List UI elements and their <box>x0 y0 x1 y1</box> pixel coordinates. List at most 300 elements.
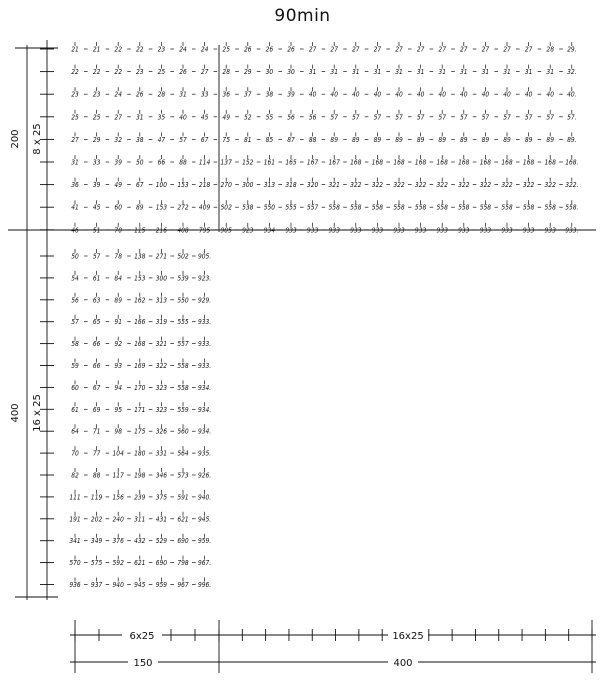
lower-cell-value: 59 <box>71 362 79 370</box>
upper-cell-value: 31 <box>71 158 79 167</box>
upper-cell-value: 39 <box>114 158 122 167</box>
lower-cell-value: 564 <box>177 449 189 458</box>
lower-cell-value: 935. <box>197 449 212 458</box>
upper-cell-value: 31 <box>416 68 425 77</box>
upper-cell-value: 933 <box>328 226 340 235</box>
upper-cell-value: 27 <box>114 113 122 122</box>
upper-cell-value: 905 <box>220 226 232 235</box>
upper-cell-value: 933 <box>285 226 297 235</box>
upper-cell-value: 313 <box>263 181 276 190</box>
upper-cell-value: 933 <box>371 226 384 235</box>
upper-cell-value: 89 <box>416 135 425 144</box>
upper-cell-value: 35 <box>157 113 166 122</box>
lower-cell-value: 375 <box>155 493 168 502</box>
upper-cell-value: 27 <box>200 68 209 77</box>
upper-cell-value: 40 <box>352 90 360 99</box>
upper-cell-value: 27 <box>71 135 79 144</box>
upper-cell-value: 934 <box>263 226 276 235</box>
upper-cell-value: 168 <box>371 158 384 167</box>
lower-cell-value: 170 <box>134 383 146 392</box>
lower-cell-value: 169 <box>134 362 146 370</box>
upper-cell-value: 56 <box>308 113 317 122</box>
lower-cell-value: 240 <box>112 515 124 524</box>
upper-cell-value: 933 <box>414 226 427 235</box>
left-lower-total-label: 400 <box>10 403 21 423</box>
upper-cell-value: 60 <box>114 203 122 212</box>
lower-cell-value: 539 <box>177 274 189 283</box>
upper-cell-value: 89 <box>481 135 490 144</box>
upper-cell-value: 40 <box>308 90 317 99</box>
upper-cell-value: 558 <box>371 203 384 212</box>
upper-cell-value: 168 <box>350 158 362 167</box>
lower-cell-value: 331 <box>155 449 168 458</box>
lower-cell-value: 111 <box>69 493 81 502</box>
upper-cell-value: 49 <box>114 181 122 190</box>
upper-cell-value: 322. <box>565 181 579 190</box>
upper-cell-value: 168 <box>501 158 513 167</box>
upper-cell-value: 38 <box>136 135 144 144</box>
lower-cell-value: 945 <box>134 581 146 589</box>
upper-cell-value: 57 <box>395 113 403 122</box>
upper-cell-value: 75 <box>222 135 230 144</box>
lower-cell-value: 621 <box>177 515 189 524</box>
upper-cell-value: 558 <box>501 203 513 212</box>
lower-cell-value: 929. <box>197 296 212 305</box>
lower-cell-value: 66 <box>92 340 101 349</box>
upper-cell-value: 32 <box>114 135 122 144</box>
lower-cell-value: 58 <box>71 340 79 349</box>
lower-cell-value: 321 <box>155 340 168 349</box>
upper-cell-value: 89 <box>438 135 446 144</box>
lower-cell-value: 82 <box>71 471 79 480</box>
upper-cell-value: 558 <box>350 203 362 212</box>
lower-cell-value: 432 <box>134 537 146 546</box>
upper-cell-value: 26 <box>265 45 274 54</box>
upper-cell-value: 36 <box>222 90 230 99</box>
upper-cell-value: 40 <box>416 90 425 99</box>
upper-cell-value: 933 <box>306 226 319 235</box>
upper-cell-value: 167 <box>306 158 319 167</box>
upper-cell-value: 409 <box>198 203 211 212</box>
upper-cell-value: 933 <box>479 226 492 235</box>
lower-cell-value: 936 <box>69 581 81 589</box>
lower-cell-value: 933. <box>197 318 212 327</box>
upper-cell-value: 89 <box>136 203 144 212</box>
lower-cell-value: 933. <box>197 362 212 370</box>
upper-cell-value: 27 <box>373 45 382 54</box>
upper-cell-value: 57 <box>460 113 468 122</box>
upper-cell-value: 550 <box>263 203 276 212</box>
upper-cell-value: 22 <box>114 45 122 54</box>
lower-cell-value: 502 <box>177 252 189 261</box>
upper-cell-value: 114 <box>198 158 211 167</box>
upper-cell-value: 57 <box>179 135 187 144</box>
lower-cell-value: 349 <box>90 537 103 546</box>
lower-cell-value: 77 <box>92 449 101 458</box>
upper-cell-value: 89 <box>546 135 554 144</box>
upper-cell-value: 168 <box>393 158 405 167</box>
lower-cell-value: 341 <box>69 537 81 546</box>
lower-cell-value: 56 <box>71 296 79 305</box>
upper-cell-value: 27 <box>438 45 446 54</box>
upper-cell-value: 27 <box>524 45 533 54</box>
upper-cell-value: 558 <box>414 203 427 212</box>
upper-cell-value: 50 <box>136 158 144 167</box>
lower-cell-value: 558 <box>177 362 189 370</box>
upper-cell-value: 22 <box>136 45 144 54</box>
upper-cell-value: 168 <box>458 158 470 167</box>
lower-cell-value: 66 <box>92 362 101 370</box>
lower-cell-value: 162 <box>134 296 146 305</box>
lower-cell-value: 555 <box>177 318 189 327</box>
upper-cell-value: 153 <box>177 181 189 190</box>
upper-cell-value: 31 <box>460 68 468 77</box>
upper-cell-value: 218 <box>198 181 211 190</box>
lower-cell-value: 934. <box>197 383 212 392</box>
lower-cell-value: 934. <box>197 405 212 414</box>
upper-cell-value: 57. <box>567 113 577 122</box>
upper-cell-value: 31 <box>524 68 533 77</box>
lower-cell-value: 550 <box>177 296 189 305</box>
upper-cell-value: 89 <box>460 135 468 144</box>
lower-cell-value: 959. <box>197 537 212 546</box>
lower-cell-value: 71 <box>92 427 101 436</box>
upper-cell-value: 36 <box>71 181 79 190</box>
lower-cell-value: 271 <box>155 252 168 261</box>
lower-cell-value: 591 <box>177 493 189 502</box>
upper-cell-value: 26 <box>287 45 295 54</box>
lower-cell-value: 54 <box>71 274 79 283</box>
lower-cell-value: 61 <box>92 274 101 283</box>
lower-cell-value: 558 <box>177 383 189 392</box>
bottom-left-total-label: 150 <box>133 658 153 669</box>
lower-cell-value: 560 <box>177 427 189 436</box>
upper-cell-value: 167 <box>328 158 340 167</box>
lower-cell-value: 89 <box>114 296 122 305</box>
lower-cell-value: 50 <box>71 252 79 261</box>
upper-cell-value: 23 <box>92 90 101 99</box>
upper-cell-value: 933 <box>501 226 513 235</box>
lower-cell-value: 690 <box>155 559 168 568</box>
lower-cell-value: 63 <box>92 296 101 305</box>
upper-cell-value: 23 <box>136 68 144 77</box>
upper-cell-value: 40 <box>395 90 403 99</box>
upper-cell-value: 47 <box>157 135 166 144</box>
upper-cell-value: 168. <box>565 158 579 167</box>
upper-cell-value: 27 <box>460 45 468 54</box>
upper-cell-value: 322 <box>436 181 448 190</box>
upper-cell-value: 538 <box>242 203 254 212</box>
lower-cell-value: 934. <box>197 427 212 436</box>
lower-cell-value: 119 <box>90 493 103 502</box>
upper-cell-value: 89 <box>330 135 338 144</box>
upper-cell-value: 57 <box>373 113 382 122</box>
upper-cell-value: 57 <box>330 113 338 122</box>
upper-cell-value: 933 <box>458 226 470 235</box>
upper-cell-value: 272 <box>177 203 189 212</box>
lower-cell-value: 94 <box>114 383 122 392</box>
lower-cell-value: 313 <box>155 296 168 305</box>
lower-cell-value: 323 <box>155 383 168 392</box>
upper-cell-value: 923 <box>242 226 254 235</box>
upper-cell-value: 39 <box>92 181 101 190</box>
lower-cell-value: 621 <box>134 559 146 568</box>
left-lower-division-label: 16 x 25 <box>32 394 43 432</box>
upper-cell-value: 558 <box>328 203 340 212</box>
upper-grid <box>40 42 579 234</box>
upper-cell-value: 24 <box>200 45 209 54</box>
lower-cell-value: 933. <box>197 340 212 349</box>
upper-cell-value: 322 <box>393 181 405 190</box>
upper-cell-value: 933 <box>393 226 405 235</box>
upper-cell-value: 168 <box>522 158 535 167</box>
lower-cell-value: 322 <box>155 362 168 370</box>
upper-cell-value: 22 <box>92 68 101 77</box>
lower-cell-value: 180 <box>134 449 146 458</box>
upper-cell-value: 51 <box>92 226 101 235</box>
upper-cell-value: 115 <box>134 226 146 235</box>
lower-cell-value: 575 <box>90 559 103 568</box>
upper-cell-value: 558 <box>522 203 535 212</box>
upper-cell-value: 27 <box>416 45 425 54</box>
upper-cell-value: 29 <box>92 135 101 144</box>
upper-cell-value: 558. <box>565 203 579 212</box>
upper-cell-value: 933 <box>436 226 448 235</box>
lower-cell-value: 323 <box>155 405 168 414</box>
lower-cell-value: 78 <box>114 252 122 261</box>
upper-cell-value: 137 <box>220 158 232 167</box>
upper-cell-value: 31 <box>179 90 187 99</box>
lower-cell-value: 319 <box>155 318 168 327</box>
upper-cell-value: 67 <box>136 181 144 190</box>
lower-cell-value: 171 <box>134 405 146 414</box>
lower-cell-value: 57 <box>71 318 79 327</box>
lower-cell-value: 191 <box>69 515 81 524</box>
lower-cell-value: 69 <box>92 405 101 414</box>
upper-cell-value: 40 <box>503 90 511 99</box>
left-upper-total-label: 200 <box>10 129 21 149</box>
lower-cell-value: 300 <box>155 274 168 283</box>
upper-cell-value: 270 <box>220 181 232 190</box>
upper-cell-value: 66 <box>157 158 166 167</box>
upper-cell-value: 56 <box>287 113 295 122</box>
lower-cell-value: 431 <box>155 515 168 524</box>
upper-cell-value: 23 <box>71 90 79 99</box>
lower-cell-value: 198 <box>134 471 146 480</box>
lower-cell-value: 798 <box>177 559 189 568</box>
upper-cell-value: 89 <box>373 135 382 144</box>
lower-cell-value: 64 <box>71 427 79 436</box>
lower-cell-value: 967 <box>177 581 189 589</box>
upper-cell-value: 557 <box>306 203 319 212</box>
upper-cell-value: 26 <box>136 90 144 99</box>
upper-cell-value: 555 <box>285 203 297 212</box>
upper-cell-value: 168 <box>436 158 448 167</box>
upper-cell-value: 57 <box>416 113 425 122</box>
lower-cell-value: 592 <box>112 559 124 568</box>
lower-cell-value: 168 <box>134 340 146 349</box>
upper-cell-value: 318 <box>285 181 297 190</box>
lower-cell-value: 905. <box>197 252 212 261</box>
upper-cell-value: 46 <box>71 226 79 235</box>
upper-cell-value: 40 <box>373 90 382 99</box>
upper-cell-value: 31 <box>481 68 490 77</box>
lower-cell-value: 926. <box>197 471 212 480</box>
upper-cell-value: 27 <box>503 45 511 54</box>
upper-cell-value: 322 <box>522 181 535 190</box>
upper-cell-value: 28 <box>546 45 554 54</box>
upper-cell-value: 558 <box>393 203 405 212</box>
lower-cell-value: 529 <box>155 537 168 546</box>
upper-cell-value: 795 <box>198 226 211 235</box>
upper-cell-value: 40 <box>481 90 490 99</box>
lower-cell-value: 996. <box>197 581 212 589</box>
lower-cell-value: 98 <box>114 427 122 436</box>
lower-cell-value: 57 <box>92 252 101 261</box>
upper-cell-value: 25 <box>71 113 79 122</box>
lower-cell-value: 84 <box>114 274 122 283</box>
upper-cell-value: 25 <box>157 68 166 77</box>
lower-cell-value: 88 <box>92 471 101 480</box>
upper-cell-value: 322 <box>371 181 384 190</box>
upper-cell-value: 40 <box>546 90 554 99</box>
upper-cell-value: 24 <box>179 45 187 54</box>
lower-cell-value: 92 <box>114 340 122 349</box>
bottom-right-division-label: 16x25 <box>392 631 424 642</box>
lower-cell-value: 559 <box>177 405 189 414</box>
bottom-right-total-label: 400 <box>393 658 413 669</box>
lower-cell-value: 690 <box>177 537 189 546</box>
lower-grid <box>40 249 211 589</box>
lower-cell-value: 60 <box>71 383 79 392</box>
upper-cell-value: 27 <box>352 45 360 54</box>
lower-cell-value: 959 <box>155 581 168 589</box>
lower-cell-value: 202 <box>90 515 103 524</box>
upper-cell-value: 27 <box>330 45 338 54</box>
upper-cell-value: 168 <box>414 158 427 167</box>
upper-cell-value: 933 <box>350 226 362 235</box>
upper-cell-value: 168 <box>544 158 556 167</box>
upper-cell-value: 31 <box>546 68 554 77</box>
upper-cell-value: 32. <box>567 68 577 77</box>
upper-cell-value: 89 <box>503 135 511 144</box>
lower-cell-value: 937 <box>90 581 103 589</box>
upper-cell-value: 55 <box>265 113 274 122</box>
upper-cell-value: 22 <box>71 68 79 77</box>
upper-cell-value: 57 <box>352 113 360 122</box>
lower-cell-value: 138 <box>134 252 146 261</box>
upper-cell-value: 57 <box>481 113 490 122</box>
upper-cell-value: 30 <box>265 68 274 77</box>
lower-cell-value: 65 <box>92 318 101 327</box>
upper-cell-value: 21 <box>71 45 79 54</box>
upper-cell-value: 40 <box>438 90 446 99</box>
upper-cell-value: 40 <box>179 113 187 122</box>
upper-cell-value: 300 <box>242 181 254 190</box>
upper-cell-value: 321 <box>328 181 340 190</box>
upper-cell-value: 933 <box>522 226 535 235</box>
left-upper-division-label: 8 x 25 <box>32 123 43 155</box>
upper-cell-value: 41 <box>71 203 79 212</box>
upper-cell-value: 30 <box>287 68 295 77</box>
lower-cell-value: 376 <box>112 537 124 546</box>
upper-cell-value: 26 <box>179 68 187 77</box>
lower-cell-value: 61 <box>71 405 79 414</box>
upper-cell-value: 216 <box>155 226 168 235</box>
upper-cell-value: 37 <box>244 90 252 99</box>
lower-cell-value: 346 <box>155 471 168 480</box>
upper-cell-value: 408 <box>177 226 189 235</box>
upper-cell-value: 52 <box>244 113 252 122</box>
upper-cell-value: 27 <box>481 45 490 54</box>
lower-cell-value: 326 <box>155 427 168 436</box>
upper-cell-value: 933 <box>544 226 556 235</box>
upper-cell-value: 89 <box>395 135 403 144</box>
lower-cell-value: 923. <box>197 274 212 283</box>
lower-cell-value: 945. <box>197 515 212 524</box>
lower-cell-value: 940. <box>197 493 212 502</box>
upper-cell-value: 502 <box>220 203 232 212</box>
lower-cell-value: 91 <box>114 318 122 327</box>
upper-cell-value: 933. <box>565 226 579 235</box>
lower-cell-value: 570 <box>69 559 81 568</box>
lower-cell-value: 156 <box>112 493 124 502</box>
upper-cell-value: 153 <box>155 203 168 212</box>
upper-cell-value: 322 <box>544 181 556 190</box>
upper-cell-value: 24 <box>114 90 122 99</box>
upper-cell-value: 31 <box>503 68 511 77</box>
upper-cell-value: 89 <box>524 135 533 144</box>
upper-cell-value: 57 <box>438 113 446 122</box>
upper-cell-value: 320 <box>306 181 319 190</box>
upper-cell-value: 26 <box>244 45 252 54</box>
lower-cell-value: 557 <box>177 340 189 349</box>
upper-cell-value: 57 <box>546 113 554 122</box>
upper-cell-value: 45 <box>200 113 209 122</box>
lower-cell-value: 70 <box>71 449 79 458</box>
upper-cell-value: 28 <box>157 90 166 99</box>
upper-cell-value: 38 <box>265 90 274 99</box>
upper-cell-value: 67 <box>200 135 209 144</box>
upper-cell-value: 27 <box>395 45 403 54</box>
upper-cell-value: 49 <box>222 113 230 122</box>
upper-cell-value: 57 <box>524 113 533 122</box>
upper-cell-value: 40 <box>330 90 338 99</box>
upper-cell-value: 40 <box>460 90 468 99</box>
upper-cell-value: 88 <box>179 158 187 167</box>
upper-cell-value: 81 <box>244 135 252 144</box>
lower-cell-value: 117 <box>112 471 124 480</box>
upper-cell-value: 40 <box>524 90 533 99</box>
upper-cell-value: 89. <box>567 135 577 144</box>
upper-cell-value: 25 <box>92 113 101 122</box>
upper-cell-value: 161 <box>263 158 276 167</box>
upper-cell-value: 558 <box>479 203 492 212</box>
chart-title: 90min <box>274 6 331 26</box>
upper-cell-value: 31 <box>352 68 360 77</box>
upper-cell-value: 31 <box>136 113 144 122</box>
lower-cell-value: 153 <box>134 274 146 283</box>
lower-cell-value: 239 <box>134 493 146 502</box>
lower-cell-value: 166 <box>134 318 146 327</box>
upper-cell-value: 25 <box>222 45 230 54</box>
lower-cell-value: 967. <box>197 559 212 568</box>
upper-cell-value: 89 <box>352 135 360 144</box>
upper-cell-value: 87 <box>287 135 295 144</box>
upper-cell-value: 322 <box>458 181 470 190</box>
upper-cell-value: 322 <box>350 181 362 190</box>
upper-cell-value: 23 <box>157 45 166 54</box>
